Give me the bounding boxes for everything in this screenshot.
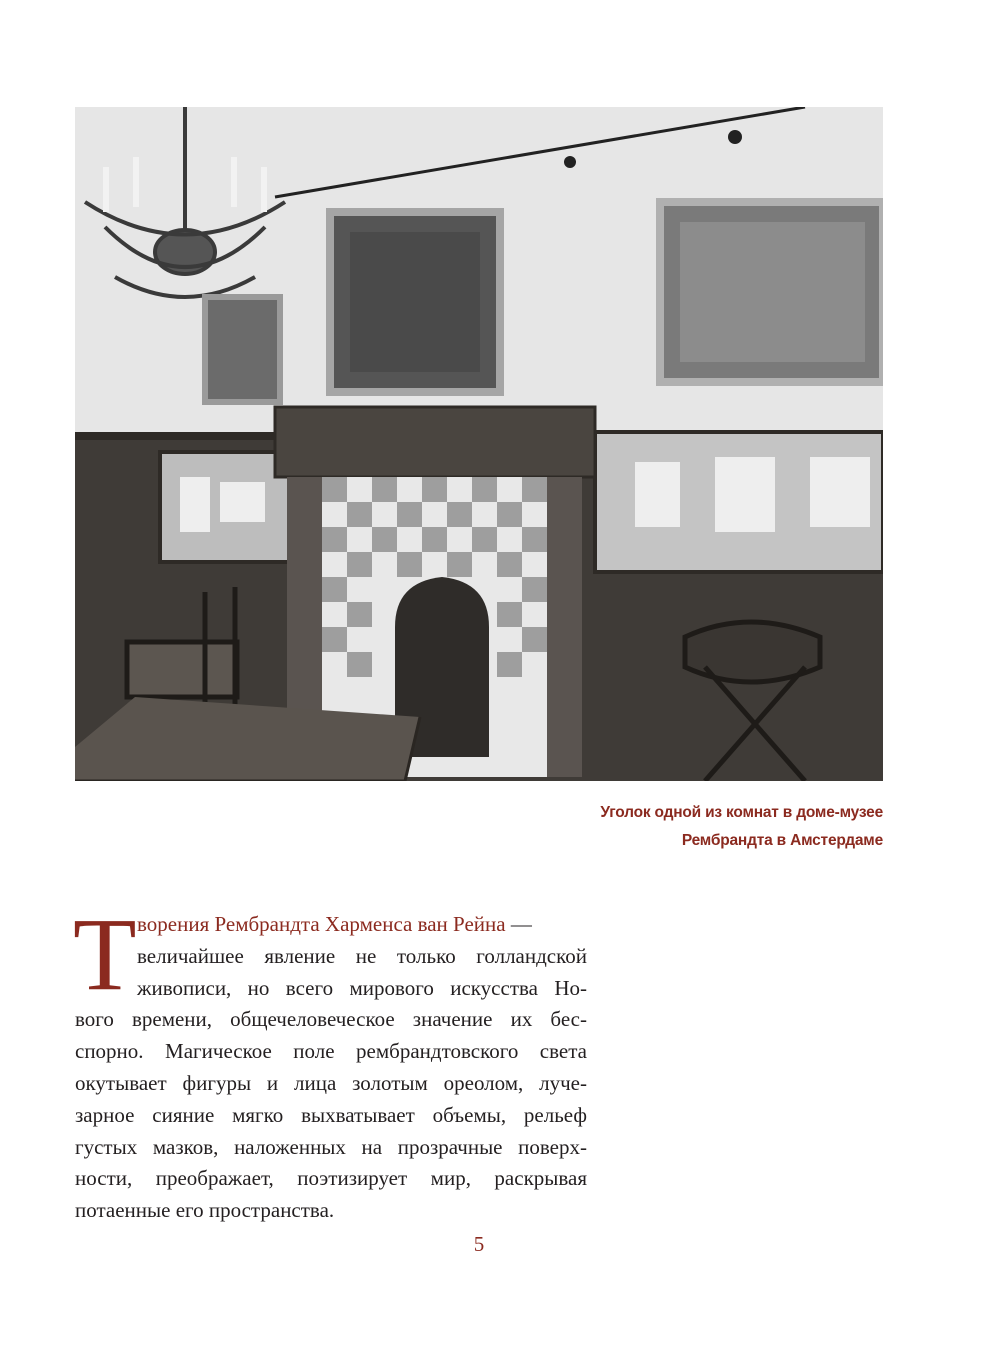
text-line: живописи, но всего мирового искусства Но- [137,975,587,1000]
text-line: спорно. Магическое поле рембрандтовского света [75,1039,587,1064]
text-line: зарное сияние мягко выхватывает объемы, рельеф [75,1102,587,1127]
photo-caption [363,799,883,855]
museum-room-illustration [75,107,883,781]
text-line: величайшее явление не только голландской [137,943,587,968]
text-line: густых мазков, наложенных на прозрачные поверх- [75,1134,587,1159]
museum-room-photo [75,107,883,781]
opening-dash: — [505,912,532,936]
text-line: потаенные его пространства. [75,1198,335,1223]
opening-phrase: ворения Рембрандта Харменса ван Рейна [137,912,506,936]
body-paragraph [73,897,587,1227]
text-line: вого времени, общечеловеческое значение их бес- [75,1007,587,1032]
text-line: окутывает фигуры и лица золотым ореолом, луче- [75,1070,587,1095]
caption-line-2: Рембрандта в Амстердаме [681,832,883,849]
drop-cap: Т [73,897,137,1012]
caption-line-1: Уголок одной из комнат в доме-музее [600,804,883,821]
page-number: 5 [473,1232,485,1256]
text-line: ности, преображает, поэтизирует мир, раскрывая [75,1166,587,1191]
